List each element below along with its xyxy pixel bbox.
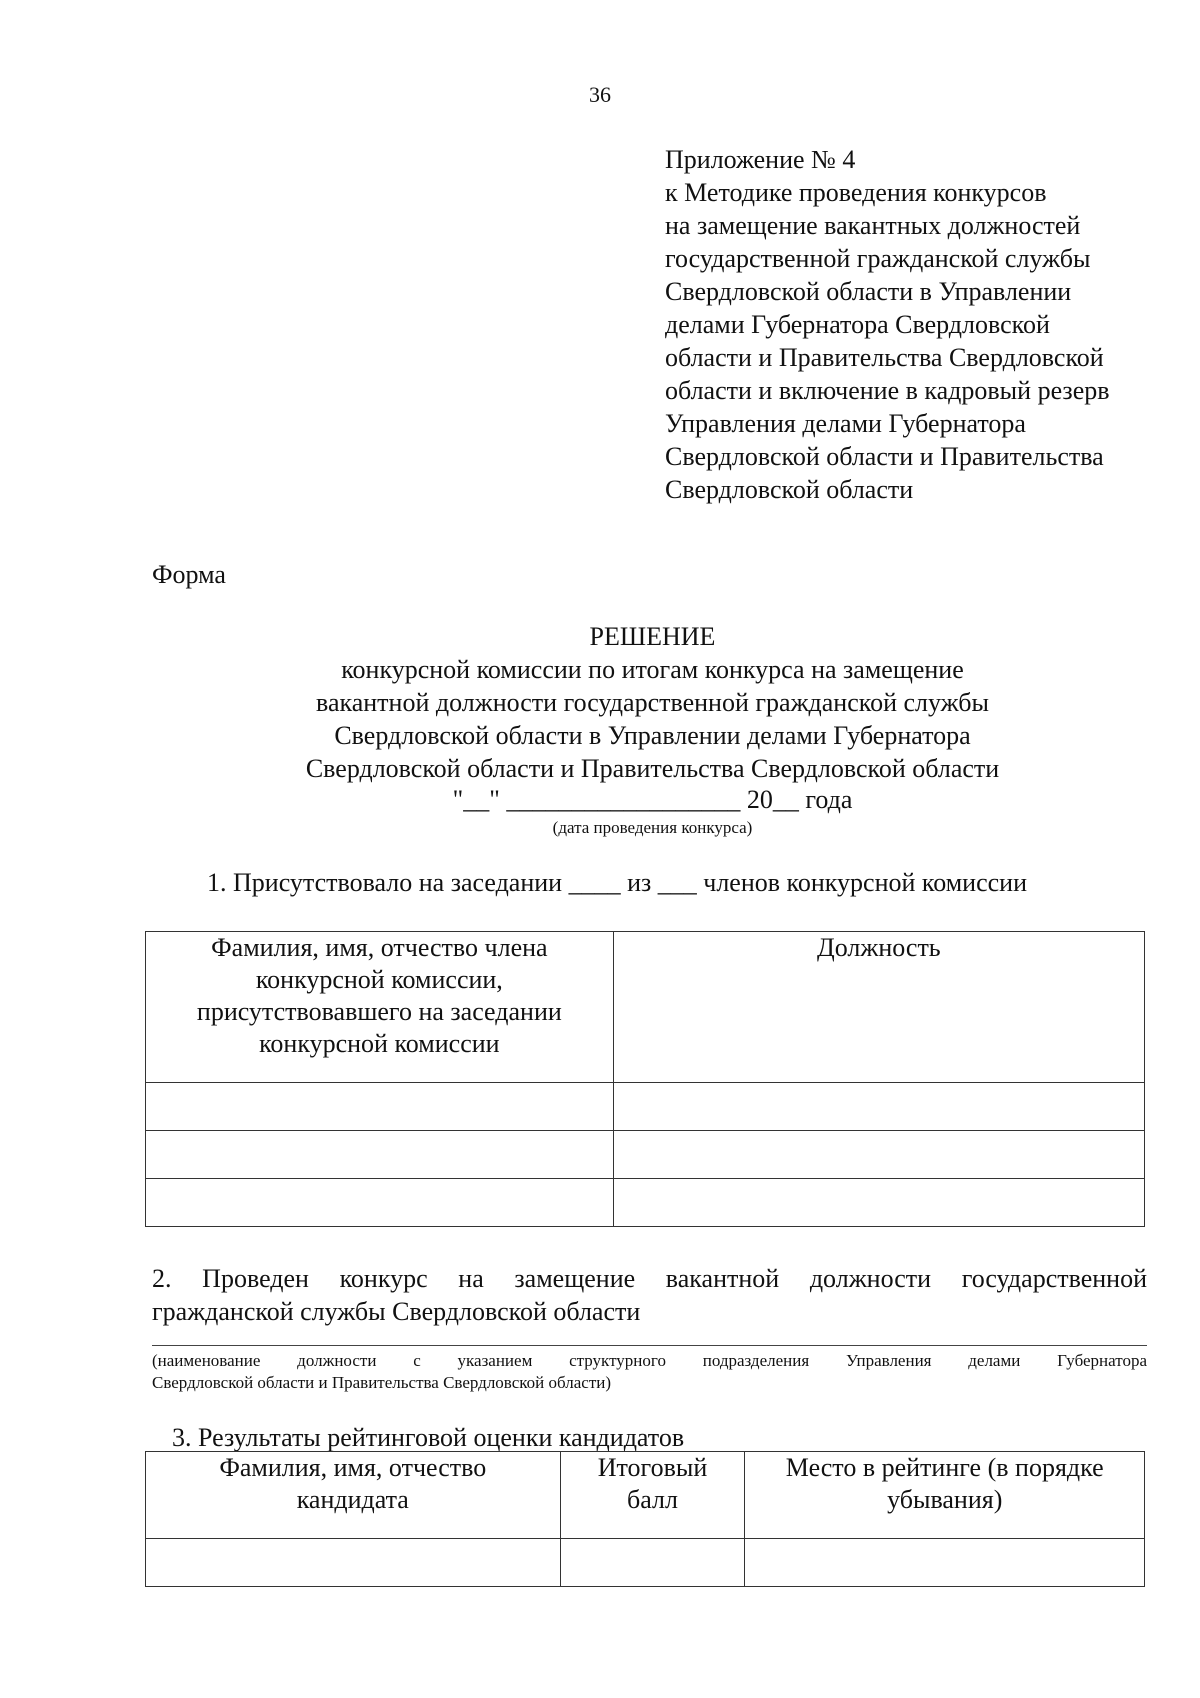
caption-line: Свердловской области и Правительства Свердловской области) [152,1373,612,1392]
page-number: 36 [589,82,611,107]
item-2-contest [152,1262,1147,1328]
form-label: Форма [152,560,226,589]
date-caption: (дата проведения конкурса) [552,818,753,837]
decision-heading: РЕШЕНИЕ [589,622,716,651]
item-2-line: 2. Проведен конкурс на замещение вакантной должности государственной [152,1264,1147,1293]
position-name-caption [152,1350,1147,1394]
member-position-cell[interactable] [613,1131,1144,1179]
item-1-attendance: 1. Присутствовало на заседании ____ из ___ членов конкурсной комиссии [207,868,1027,897]
rating-place-cell[interactable] [745,1539,1145,1587]
position-name-field-line[interactable] [152,1345,1147,1346]
appendix-line: Приложение № 4 [665,145,856,174]
member-name-cell[interactable] [146,1083,614,1131]
table-row [146,1539,1145,1587]
member-name-cell[interactable] [146,1179,614,1227]
caption-line: (наименование должности с указанием структурного подразделения Управления делами Губернатора [152,1351,1147,1370]
appendix-line: Свердловской области в Управлении [665,277,1072,306]
decision-title-line: Свердловской области в Управлении делами Губернатора [334,721,971,750]
item-2-line: гражданской службы Свердловской области [152,1297,641,1326]
candidate-name-cell[interactable] [146,1539,561,1587]
members-table [145,931,1145,1227]
appendix-line: Свердловской области и Правительства [665,442,1104,471]
member-name-cell[interactable] [146,1131,614,1179]
table-header-row [146,932,1145,1083]
appendix-line: Управления делами Губернатора [665,409,1026,438]
appendix-line: к Методике проведения конкурсов [665,178,1047,207]
rating-table [145,1451,1145,1587]
date-field-line[interactable]: "__" __________________ 20__ года [452,785,853,814]
appendix-line: делами Губернатора Свердловской [665,310,1050,339]
appendix-line: области и Правительства Свердловской [665,343,1104,372]
table-header-row [146,1452,1145,1539]
table-row [146,1131,1145,1179]
member-position-header: Должность [613,932,1144,1083]
table-row [146,1179,1145,1227]
appendix-reference [665,143,1185,506]
table-row [146,1083,1145,1131]
final-score-header: Итоговый балл [560,1452,745,1539]
appendix-line: области и включение в кадровый резерв [665,376,1110,405]
appendix-line: на замещение вакантных должностей [665,211,1081,240]
final-score-cell[interactable] [560,1539,745,1587]
candidate-name-header: Фамилия, имя, отчество кандидата [146,1452,561,1539]
appendix-line: государственной гражданской службы [665,244,1091,273]
decision-title-line: Свердловской области и Правительства Свердловской области [305,754,1000,783]
item-3-rating-results: 3. Результаты рейтинговой оценки кандидатов [172,1423,685,1452]
member-position-cell[interactable] [613,1179,1144,1227]
member-name-header: Фамилия, имя, отчество члена конкурсной комиссии, присутствовавшего на заседании конкурсной комиссии [146,932,614,1083]
member-position-cell[interactable] [613,1083,1144,1131]
appendix-line: Свердловской области [665,475,914,504]
decision-title-line: конкурсной комиссии по итогам конкурса на замещение [341,655,964,684]
decision-title-line: вакантной должности государственной гражданской службы [316,688,989,717]
decision-title [0,620,1200,785]
rating-place-header: Место в рейтинге (в порядке убывания) [745,1452,1145,1539]
